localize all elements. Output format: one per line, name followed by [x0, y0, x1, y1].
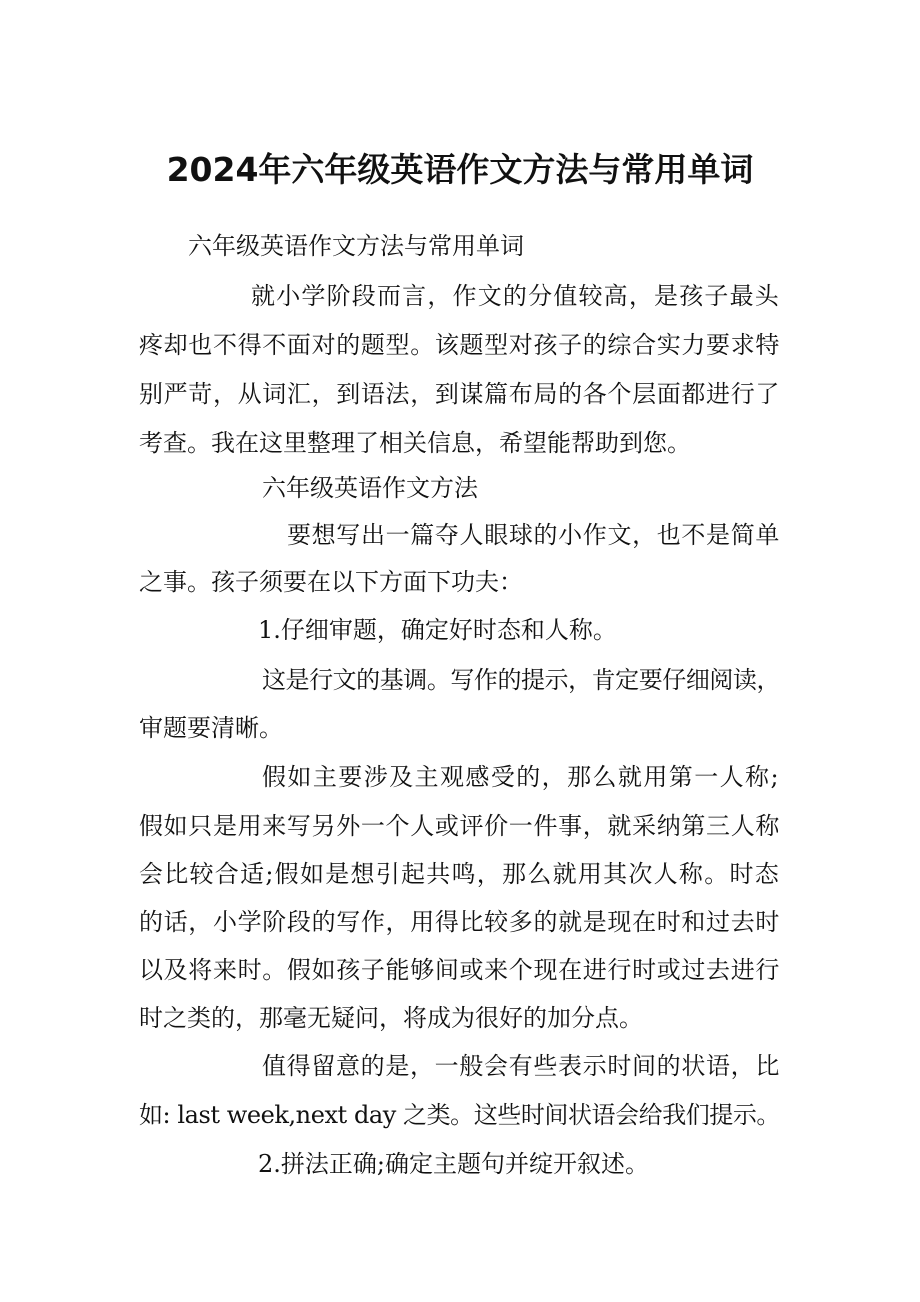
section-heading: 六年级英语作文方法 — [262, 474, 478, 502]
paragraph-line: 会比较合适;假如是想引起共鸣，那么就用其次人称。时态 — [139, 860, 780, 888]
list-item-heading: 2.拼法正确;确定主题句并绽开叙述。 — [258, 1150, 649, 1178]
paragraph-line: 值得留意的是，一般会有些表示时间的状语，比 — [262, 1052, 780, 1080]
paragraph-line: 考查。我在这里整理了相关信息，希望能帮助到您。 — [139, 429, 691, 457]
paragraph-line: 就小学阶段而言，作文的分值较高，是孩子最头 — [251, 282, 780, 310]
paragraph-line: 假如只是用来写另外一个人或评价一件事，就采纳第三人称 — [139, 812, 780, 840]
paragraph-line: 如: last week,next day 之类。这些时间状语会给我们提示。 — [139, 1101, 780, 1129]
document-title: 2024年六年级英语作文方法与常用单词 — [166, 150, 754, 189]
paragraph-line: 审题要清晰。 — [139, 714, 283, 742]
list-item-heading: 1.仔细审题，确定好时态和人称。 — [258, 616, 617, 644]
paragraph-line: 假如主要涉及主观感受的，那么就用第一人称; — [262, 763, 780, 791]
paragraph-line: 以及将来时。假如孩子能够间或来个现在进行时或过去进行 — [139, 956, 780, 984]
paragraph-line: 的话，小学阶段的写作，用得比较多的就是现在时和过去时 — [139, 908, 780, 936]
paragraph-line: 时之类的，那毫无疑问，将成为很好的加分点。 — [139, 1004, 643, 1032]
paragraph-line: 别严苛，从词汇，到语法，到谋篇布局的各个层面都进行了 — [139, 380, 780, 408]
subtitle: 六年级英语作文方法与常用单词 — [188, 232, 524, 260]
paragraph-line: 要想写出一篇夺人眼球的小作文，也不是简单 — [287, 521, 780, 549]
paragraph-line: 疼却也不得不面对的题型。该题型对孩子的综合实力要求特 — [139, 331, 780, 359]
paragraph-line: 这是行文的基调。写作的提示，肯定要仔细阅读， — [262, 666, 780, 694]
paragraph-line: 之事。孩子须要在以下方面下功夫： — [139, 568, 523, 596]
